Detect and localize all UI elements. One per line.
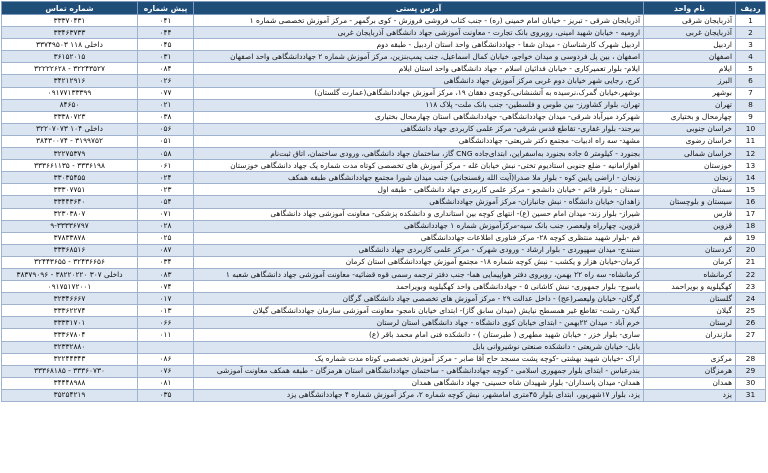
table-row [2,256,766,268]
unit-name: بوشهر [644,87,736,99]
table-row [2,317,766,329]
row-number [736,341,766,353]
unit-name: کرمانشاه [644,268,736,280]
phone-number: ۳۲۳۰۳۸۰۷ [2,208,138,220]
units-table [1,1,766,402]
unit-name: هرمزگان [644,365,736,377]
phone-number: ۳۳۳۶۸۱۸۵ - ۳۳۳۶۰۷۳۰ [2,365,138,377]
unit-name: خوزستان [644,160,736,172]
unit-name: اردبیل [644,39,736,51]
area-code: ۰۲۳ [138,184,194,196]
unit-name: مازندران [644,329,736,341]
row-number: 16 [736,196,766,208]
postal-address: اراک -خیابان شهید بهشتی -کوچه پشت مسجد حاج آقا صابر - مرکز آموزش تخصصی کوتاه مدت شماره یک [194,353,644,365]
phone-number: ۳۲۴۴۳۶۵۵ - ۳۲۴۳۶۶۵۶ [2,256,138,268]
row-number: 22 [736,268,766,280]
area-code: ۰۴۱ [138,15,194,27]
row-number: 7 [736,87,766,99]
unit-name: گلستان [644,293,736,305]
phone-number: ۳۳۳۳۱۷۰۱ [2,317,138,329]
table-row [2,208,766,220]
unit-name: آذربایجان غربی [644,27,736,39]
phone-number: ۳۳۳۸۰۷۲۳ [2,111,138,123]
phone-number: ۰۹۱۷۷۱۳۳۳۹۹ [2,87,138,99]
unit-name: خراسان شمالی [644,148,736,160]
area-code: ۰۷۶ [138,365,194,377]
area-code: ۰۳۸ [138,111,194,123]
area-code: ۰۸۷ [138,244,194,256]
table-row [2,365,766,377]
unit-name: قزوین [644,220,736,232]
phone-number: ۹-۳۳۳۳۶۷۹۷ [2,220,138,232]
phone-number: ۳۲۲۴۴۳۴۳ [2,353,138,365]
row-number: 3 [736,39,766,51]
area-code: ۰۱۳ [138,305,194,317]
row-number: 8 [736,99,766,111]
phone-number: ۳۳۳۶۸۵۱۶ [2,244,138,256]
area-code: ۰۷۴ [138,281,194,293]
unit-name: زنجان [644,172,736,184]
table-row [2,99,766,111]
unit-name: چهارمحال و بختیاری [644,111,736,123]
postal-address: آذربایجان شرقی - تبریز - خیابان امام خمینی (ره) - جنب کتاب فروشی فروزش - کوی برگمهر - مرکز آموزش تخصصی شماره ۱ [194,15,644,27]
area-code: ۰۸۱ [138,377,194,389]
area-code: ۰۱۱ [138,329,194,341]
row-number: 4 [736,51,766,63]
table-row [2,353,766,365]
table-row [2,135,766,147]
phone-number: ۳۴۴۴۸۹۸۸ [2,377,138,389]
area-code: ۰۲۵ [138,232,194,244]
postal-address: گرگان- خیابان ولیعصر(عج) - داخل عدالت ۲۹ - مرکز آموزش های تخصصی جهاد دانشگاهی گرگان [194,293,644,305]
unit-name: فارس [644,208,736,220]
unit-name: آذربایجان شرقی [644,15,736,27]
row-number: 25 [736,305,766,317]
postal-address: شهرکرد میرآباد شرقی- میدان جهاددانشگاهی- جهاددانشگاهی استان چهارمحال بختیاری [194,111,644,123]
table-row [2,148,766,160]
postal-address: بجنورد - کیلومتر ۵ جاده بجنورد به‌اسفراین، ابتدای‌جاده CNG گاز، ساختمان جهاد دانشگاهی، ورودی ساختمان، اتاق ثبت‌نام [194,148,644,160]
postal-address: خرم آباد - میدان ۲۲بهمن - ابتدای خیابان کوی دانشگاه - جهاد دانشگاهی استان لرستان [194,317,644,329]
postal-address: کرمانشاه- سه راه ۲۲ بهمن، روبروی دفتر هواپیمایی هما- جنب دفتر ترجمه رسمی قوه قضائیه- معاونت آموزشی جهاد دانشگاهی شعبه ۱ [194,268,644,280]
header-unit-name: نام واحد [644,2,736,15]
postal-address: کرمان-خیابان هزار و یکشب - نبش کوچه شماره ۱۸- مجتمع آموزش جهاددانشگاهی استان کرمان [194,256,644,268]
row-number: 29 [736,365,766,377]
unit-name: یزد [644,389,736,401]
table-row [2,293,766,305]
unit-name: لرستان [644,317,736,329]
unit-name: سیستان و بلوچستان [644,196,736,208]
unit-name: گیلان [644,305,736,317]
unit-name: خراسان رضوی [644,135,736,147]
postal-address: اهوازامانیه - ضلع جنوبی استادیوم تختی- نبش خیابان غله - مرکز آموزش های تخصصی کوتاه مدت شماره یک جهاد دانشگاهی خوزستان [194,160,644,172]
postal-address: بندرعباس - ابتدای بلوار جمهوری اسلامی - کوچه جهاددانشگاهی - ساختمان جهاددانشگاهی استان هرمزگان - طبقه همکف معاونت آموزشی [194,365,644,377]
area-code: ۰۵۸ [138,148,194,160]
row-number: 18 [736,220,766,232]
table-row [2,377,766,389]
postal-address: زاهدان- خیابان دانشگاه - نبش جانبازان- مرکز آموزش جهاددانشگاهی [194,196,644,208]
area-code: ۰۲۴ [138,172,194,184]
area-code: ۰۲۶ [138,75,194,87]
row-number: 9 [736,111,766,123]
table-row [2,123,766,135]
postal-address: یزد، بلوار ۱۷شهریور، ابتدای بلوار ۴۵متری امامشهر، نبش کوچه شماره ۲، مرکز آموزش شماره ۴ جهاددانشگاهی یزد [194,389,644,401]
phone-number: ۸۴۶۵۰ [2,99,138,111]
phone-number: ۳۳۳۶۲۲۷۴ [2,305,138,317]
postal-address: سمنان - بلوار قائم - خیابان دانشجو - مرکز علمی کاربردی جهاد دانشگاهی - طبقه اول [194,184,644,196]
row-number: 2 [736,27,766,39]
row-number: 24 [736,293,766,305]
postal-address: ساری- بلوار خزر - خیابان شهید مطهری ( طبرستان ) - دانشکده فنی امام محمد باقر (ع) [194,329,644,341]
table-row [2,63,766,75]
table-row [2,232,766,244]
phone-number: ۳۲۲۰۷۰۷۳ داخلی ۱۰۴ [2,123,138,135]
table-row [2,305,766,317]
table-body [2,15,766,402]
unit-name: قم [644,232,736,244]
unit-name [644,341,736,353]
row-number: 19 [736,232,766,244]
area-code: ۰۸۴ [138,63,194,75]
row-number: 31 [736,389,766,401]
phone-number: ۳۵۲۵۴۲۱۹ [2,389,138,401]
row-number: 13 [736,160,766,172]
table-row [2,15,766,27]
postal-address: قزوین، چهارراه ولیعصر، جنب بانک سپه-مرکزآموزش شماره ۱ جهاددانشگاهی [194,220,644,232]
unit-name: کردستان [644,244,736,256]
row-number: 23 [736,281,766,293]
postal-address: تهران، بلوار کشاورز- بین طوس و فلسطین- جنب بانک ملت- پلاک ۱۱۸ [194,99,644,111]
row-number: 15 [736,184,766,196]
area-code: ۰۸۶ [138,353,194,365]
area-code: ۰۵۶ [138,123,194,135]
postal-address: ایلام- بلوار تعمیرکاری - خیابان فدائیان اسلام - جهاد دانشگاهی واحد استان ایلام [194,63,644,75]
unit-name: البرز [644,75,736,87]
area-code: ۰۴۴ [138,27,194,39]
row-number: 30 [736,377,766,389]
phone-number: ۳۳۰۳۵۴۵۵ [2,172,138,184]
table-row [2,51,766,63]
header-row-number: ردیف [736,2,766,15]
postal-address: قم -بلوار شهید منتظری کوچه ۲۸- مرکز فناوری اطلاعات جهاددانشگاهی [194,232,644,244]
table-row [2,87,766,99]
table-row [2,111,766,123]
phone-number: ۳۲۳۴۶۶۶۷ [2,293,138,305]
phone-number: ۳۳۴۶۳۷۳۳ [2,27,138,39]
table-row [2,329,766,341]
area-code [138,341,194,353]
row-number: 20 [736,244,766,256]
row-number: 21 [736,256,766,268]
table-row [2,184,766,196]
area-code: ۰۱۷ [138,293,194,305]
table-row [2,39,766,51]
unit-name: مرکزی [644,353,736,365]
unit-name: خراسان جنوبی [644,123,736,135]
phone-number: ۳۳۷۴۹۵۰۳ داخلی ۱۱۸ [2,39,138,51]
area-code: ۰۳۴ [138,256,194,268]
postal-address: بوشهر،خیابان گمرک،نرسیده به آتشنشانی،کوچه‌ی دهقان ۱۹، مرکز آموزش جهاددانشگاهی(عمارت گلستان) [194,87,644,99]
area-code: ۰۲۱ [138,99,194,111]
header-address: آدرس پستی [194,2,644,15]
table-row [2,160,766,172]
unit-name: ایلام [644,63,736,75]
phone-number: ۳۳۳۰۷۷۵۱ [2,184,138,196]
row-number: 6 [736,75,766,87]
area-code: ۰۶۱ [138,160,194,172]
postal-address: سنندج- میدان سهپوردی - بلوار ارشاد - ورودی شهرک - مرکز علمی کاربردی جهاد دانشگاهی [194,244,644,256]
phone-number: ۳۲۳۳۲۸۸۰ [2,341,138,353]
area-code: ۰۷۷ [138,87,194,99]
unit-name: کرمان [644,256,736,268]
header-area-code: پیش شماره [138,2,194,15]
postal-address: کرج، رجایی شهر خیابان دوم غربی مرکز آموزش جهاد دانشگاهی [194,75,644,87]
postal-address: اصفهان ، بین پل فردوسی و میدان خواجو، خیابان کمال اسماعیل، جنب پمپ‌بنزین، مرکز آموزش شماره ۲ جهاددانشگاهی واحد اصفهان [194,51,644,63]
table-row [2,281,766,293]
header-row [2,2,766,15]
row-number: 26 [736,317,766,329]
row-number: 28 [736,353,766,365]
table-row [2,220,766,232]
row-number: 10 [736,123,766,135]
postal-address: زنجان - اراضی پایین کوه - بلوار ملا صدرا(آیت الله رفسنجانی) جنب میدان شورا مجتمع جهاددانشگاهی طبقه همکف [194,172,644,184]
phone-number: ۳۸۴۳۰۰۷۴ - ۳۱۹۹۷۵۲ [2,135,138,147]
phone-number: ۳۸۳۷۹۰۹۶ - ۳۸۲۲۰۲۲۰ داخلی ۳۰۷ [2,268,138,280]
phone-number: ۳۳۳۶۶۱۱۳۵ - ۳۳۳۶۱۹۸ [2,160,138,172]
phone-number: ۳۳۳۷۰۴۳۱ [2,15,138,27]
header-phone: شماره تماس [2,2,138,15]
row-number: 14 [736,172,766,184]
row-number: 27 [736,329,766,341]
phone-number: ۳۶۱۵۲۰۱۵ [2,51,138,63]
area-code: ۰۶۶ [138,317,194,329]
phone-number: ۳۷۸۳۳۸۷۸ [2,232,138,244]
phone-number: ۳۴۲۱۲۹۱۶ [2,75,138,87]
postal-address: گیلان- رشت- تقاطع غیر همسطح نیایش (میدان سابق گاز)- ابتدای خیابان نامجو- معاونت آموزشی سازمان جهاددانشگاهی گیلان [194,305,644,317]
area-code: ۰۸۳ [138,268,194,280]
unit-name: تهران [644,99,736,111]
phone-number: ۰۹۱۷۵۱۷۲۰۰۱ [2,281,138,293]
row-number: 11 [736,135,766,147]
unit-name: سمنان [644,184,736,196]
postal-address: اردبیل شهرک کارشناسان - میدان شفا - جهاددانشگاهی واحد استان اردبیل - طبقه دوم [194,39,644,51]
postal-address: بیرجند- بلوار غفاری- تقاطع قدس شرقی- مرکز علمی کاربردی جهاد دانشگاهی [194,123,644,135]
area-code: ۰۴۵ [138,39,194,51]
phone-number: ۳۳۳۶۷۸۰۴ [2,329,138,341]
row-number: 17 [736,208,766,220]
unit-name: همدان [644,377,736,389]
postal-address: بابل- خیابان شریعتی - دانشکده صنعتی نوشیروانی بابل [194,341,644,353]
area-code: ۰۷۱ [138,208,194,220]
postal-address: همدان- میدان پاسداران- بلوار شهیدان شاه حسینی- جهاد دانشگاهی همدان [194,377,644,389]
postal-address: ارومیه - خیابان شهید امینی، روبروی بانک تجارت - معاونت آموزشی جهاد دانشگاهی آذربایجان غربی [194,27,644,39]
postal-address: مشهد- سه راه ادبیات- مجتمع دکتر شریعتی- جهاددانشگاهی [194,135,644,147]
table-row [2,268,766,280]
table-row [2,75,766,87]
table-row [2,27,766,39]
unit-name: اصفهان [644,51,736,63]
area-code: ۰۲۸ [138,220,194,232]
table-row [2,172,766,184]
table-row [2,244,766,256]
unit-name: کهگیلویه و بویراحمد [644,281,736,293]
row-number: 5 [736,63,766,75]
row-number: 12 [736,148,766,160]
postal-address: شیراز- بلوار زند- میدان امام حسین (ع)- انتهای کوچه بین استانداری و دانشکده پزشکی- معاونت آموزشی جهاد دانشگاهی [194,208,644,220]
postal-address: یاسوج- بلوار جمهوری- نبش کاشانی ۵ - جهاددانشگاهی واحد کهگیلویه وبویراحمد [194,281,644,293]
table-row [2,196,766,208]
row-number: 1 [736,15,766,27]
table-row [2,341,766,353]
phone-number: ۳۲۲۷۵۳۷۹ [2,148,138,160]
phone-number: ۳۲۲۲۲۶۲۸ - ۳۲۲۴۳۵۲۷ [2,63,138,75]
area-code: ۰۵۴ [138,196,194,208]
phone-number: ۳۳۴۴۳۶۴۰ [2,196,138,208]
area-code: ۰۳۱ [138,51,194,63]
area-code: ۰۳۵ [138,389,194,401]
area-code: ۰۵۱ [138,135,194,147]
table-row [2,389,766,401]
